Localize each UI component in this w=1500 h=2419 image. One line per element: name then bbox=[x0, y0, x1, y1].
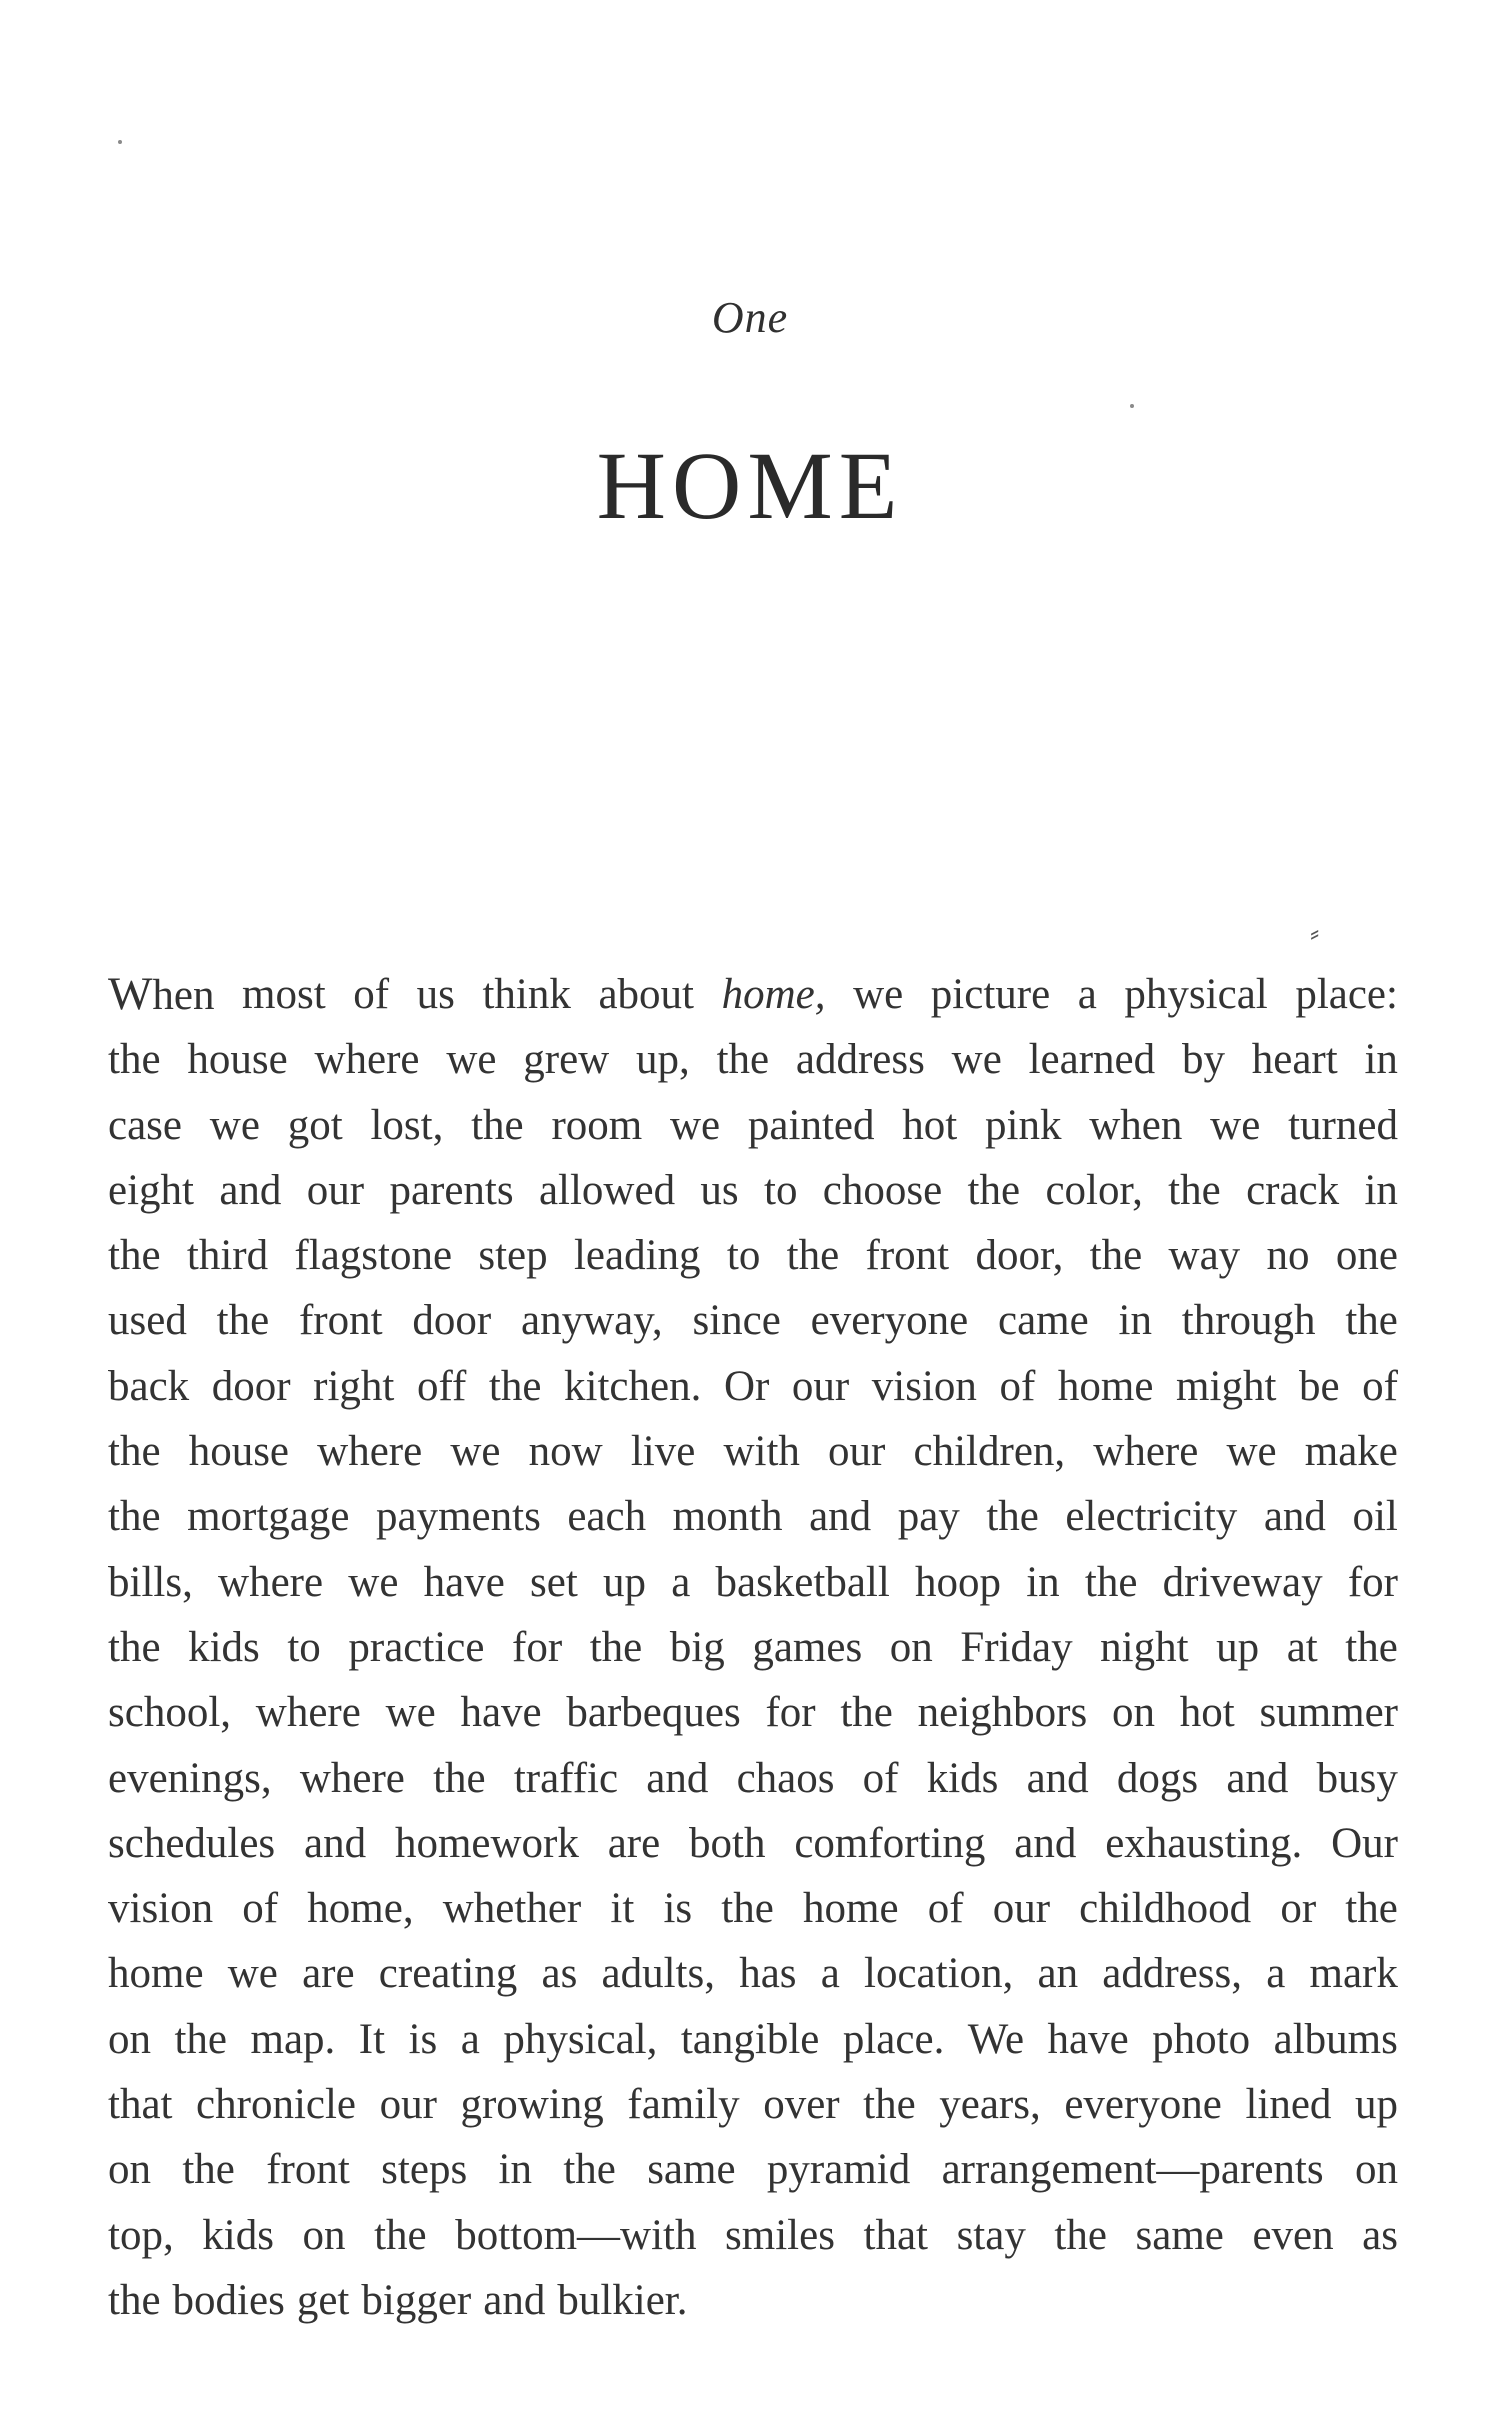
word: where bbox=[218, 1558, 324, 1606]
word: up bbox=[602, 1558, 646, 1606]
word: same bbox=[1135, 2211, 1224, 2259]
word: summer bbox=[1259, 1689, 1398, 1737]
text-line bbox=[108, 1354, 1398, 1419]
word: allowed bbox=[538, 1166, 676, 1214]
word: home, bbox=[307, 1885, 414, 1933]
word: think bbox=[482, 971, 571, 1018]
word: we bbox=[1210, 1101, 1261, 1149]
word: right bbox=[313, 1362, 395, 1410]
word: the bbox=[174, 2015, 228, 2063]
word: in bbox=[498, 2146, 532, 2194]
word: the bbox=[108, 2276, 161, 2324]
word: and bbox=[219, 1166, 282, 1214]
word: have bbox=[423, 1558, 505, 1606]
word: up bbox=[1216, 1623, 1260, 1671]
word: physical, bbox=[503, 2015, 658, 2063]
word: at bbox=[1286, 1623, 1318, 1671]
word: as bbox=[1362, 2211, 1398, 2259]
word: vision bbox=[108, 1885, 214, 1933]
word: up bbox=[1355, 2081, 1398, 2129]
word: third bbox=[186, 1232, 269, 1280]
word: up, bbox=[636, 1036, 690, 1084]
word: where bbox=[1093, 1428, 1199, 1476]
word: children, bbox=[913, 1428, 1066, 1476]
word: physical bbox=[1124, 971, 1268, 1018]
word: dogs bbox=[1116, 1754, 1199, 1802]
word: of bbox=[999, 1362, 1036, 1410]
word: back bbox=[108, 1362, 190, 1410]
word: on bbox=[1354, 2146, 1398, 2194]
word: case bbox=[108, 1101, 182, 1149]
word: to bbox=[726, 1232, 761, 1280]
text-line bbox=[108, 1093, 1398, 1158]
word: on bbox=[1111, 1689, 1155, 1737]
word: where bbox=[255, 1689, 361, 1737]
word: on bbox=[108, 2015, 151, 2063]
text-line bbox=[108, 1550, 1398, 1615]
word: the bbox=[1089, 1232, 1143, 1280]
word: of bbox=[927, 1885, 964, 1933]
word: flagstone bbox=[294, 1232, 453, 1280]
word: home bbox=[108, 1950, 204, 1998]
text-line bbox=[108, 1746, 1398, 1811]
word: choose bbox=[822, 1166, 943, 1214]
word: now bbox=[528, 1428, 603, 1476]
word: a bbox=[460, 2015, 480, 2063]
word: the bbox=[488, 1362, 542, 1410]
text-line bbox=[108, 2007, 1398, 2072]
word: Or bbox=[723, 1362, 770, 1410]
word: grew bbox=[523, 1036, 610, 1084]
word: step bbox=[478, 1232, 548, 1280]
word: door, bbox=[975, 1232, 1064, 1280]
word: and bbox=[1226, 1754, 1289, 1802]
word: smiles bbox=[725, 2211, 835, 2259]
word: location, bbox=[864, 1950, 1014, 1998]
word: color, bbox=[1045, 1166, 1143, 1214]
text-line bbox=[108, 962, 1398, 1027]
word: and bbox=[1014, 1819, 1077, 1867]
word: barbeques bbox=[566, 1689, 741, 1737]
word: crack bbox=[1246, 1166, 1340, 1214]
word: bottom—with bbox=[455, 2211, 697, 2259]
word: picture bbox=[930, 971, 1051, 1018]
word: in bbox=[1026, 1558, 1060, 1606]
word: hot bbox=[1179, 1689, 1235, 1737]
word: to bbox=[764, 1166, 798, 1214]
word: of bbox=[1362, 1362, 1398, 1410]
word: We bbox=[967, 2015, 1025, 2063]
word: one bbox=[1335, 1232, 1398, 1280]
word: the bbox=[471, 1101, 524, 1149]
word: house bbox=[188, 1428, 290, 1476]
word: bigger bbox=[361, 2276, 472, 2324]
word: basketball bbox=[715, 1558, 890, 1606]
word: oil bbox=[1352, 1493, 1398, 1541]
word: the bbox=[182, 2146, 235, 2194]
word: years, bbox=[939, 2081, 1041, 2129]
text-line bbox=[108, 2268, 1398, 2333]
text-line bbox=[108, 2072, 1398, 2137]
word: school, bbox=[108, 1689, 232, 1737]
word: no bbox=[1266, 1232, 1310, 1280]
word: anyway, bbox=[520, 1297, 663, 1345]
word: the bbox=[1345, 1623, 1398, 1671]
word: came bbox=[998, 1297, 1089, 1345]
word: and bbox=[483, 2276, 546, 2324]
word: each bbox=[567, 1493, 647, 1541]
word: of bbox=[862, 1754, 899, 1802]
word: and bbox=[1026, 1754, 1089, 1802]
word: evenings, bbox=[108, 1754, 272, 1802]
word: big bbox=[669, 1623, 725, 1671]
word: our bbox=[992, 1885, 1051, 1933]
word: top, bbox=[108, 2211, 174, 2259]
word: everyone bbox=[1064, 2081, 1222, 2129]
word: by bbox=[1181, 1036, 1225, 1084]
word: the bbox=[1168, 1166, 1221, 1214]
word: a bbox=[1266, 1950, 1286, 1998]
scan-speck bbox=[1130, 404, 1134, 408]
word: in bbox=[1364, 1036, 1398, 1084]
word: got bbox=[287, 1101, 343, 1149]
word: where bbox=[314, 1036, 420, 1084]
word: about bbox=[598, 971, 695, 1018]
word: of bbox=[353, 971, 390, 1018]
word: might bbox=[1176, 1362, 1277, 1410]
word: used bbox=[108, 1297, 187, 1345]
word: bodies bbox=[172, 2276, 285, 2324]
word: door bbox=[412, 1297, 492, 1345]
word: stay bbox=[956, 2211, 1026, 2259]
word: us bbox=[416, 971, 455, 1018]
word: and bbox=[809, 1493, 872, 1541]
word: growing bbox=[460, 2081, 604, 2129]
word: and bbox=[646, 1754, 709, 1802]
word: schedules bbox=[108, 1819, 276, 1867]
word: tangible bbox=[680, 2015, 820, 2063]
word: make bbox=[1304, 1428, 1398, 1476]
word: payments bbox=[376, 1493, 541, 1541]
word: our bbox=[828, 1428, 886, 1476]
word: heart bbox=[1251, 1036, 1338, 1084]
word: in bbox=[1364, 1166, 1398, 1214]
word: have bbox=[460, 1689, 542, 1737]
text-line bbox=[108, 1288, 1398, 1353]
text-line bbox=[108, 1876, 1398, 1941]
word: we bbox=[385, 1689, 436, 1737]
word: same bbox=[647, 2146, 736, 2194]
word: live bbox=[630, 1428, 696, 1476]
word: that bbox=[108, 2081, 173, 2129]
word: hoop bbox=[915, 1558, 1002, 1606]
word: night bbox=[1100, 1623, 1189, 1671]
word: neighbors bbox=[917, 1689, 1088, 1737]
word: place. bbox=[842, 2015, 945, 2063]
word: we bbox=[853, 971, 904, 1018]
word: bills, bbox=[108, 1558, 193, 1606]
word: on bbox=[302, 2211, 346, 2259]
word: the bbox=[1345, 1297, 1398, 1345]
word: the bbox=[216, 1297, 270, 1345]
word: off bbox=[416, 1362, 467, 1410]
word: most bbox=[242, 971, 326, 1018]
word: exhausting. bbox=[1105, 1819, 1303, 1867]
word: address bbox=[795, 1036, 925, 1084]
word: the bbox=[1054, 2211, 1107, 2259]
word: It bbox=[358, 2015, 386, 2063]
word: place: bbox=[1295, 971, 1398, 1018]
word: adults, bbox=[601, 1950, 715, 1998]
word: be bbox=[1298, 1362, 1340, 1410]
word: front bbox=[298, 1297, 383, 1345]
word: when bbox=[1089, 1101, 1183, 1149]
word: pay bbox=[897, 1493, 960, 1541]
word: the bbox=[967, 1166, 1021, 1214]
text-line bbox=[108, 2137, 1398, 2202]
word: month bbox=[672, 1493, 783, 1541]
word: the bbox=[786, 1232, 840, 1280]
word: painted bbox=[747, 1101, 875, 1149]
word: electricity bbox=[1065, 1493, 1238, 1541]
word: arrangement—parents bbox=[941, 2146, 1324, 2194]
word: lined bbox=[1245, 2081, 1332, 2129]
word: even bbox=[1252, 2211, 1334, 2259]
word: pyramid bbox=[766, 2146, 911, 2194]
word: the bbox=[716, 1036, 770, 1084]
text-line bbox=[108, 1615, 1398, 1680]
text-line bbox=[108, 1484, 1398, 1549]
word: kids bbox=[202, 2211, 274, 2259]
word: set bbox=[530, 1558, 578, 1606]
word: are bbox=[607, 1819, 661, 1867]
word: lost, bbox=[370, 1101, 444, 1149]
word: are bbox=[302, 1950, 355, 1998]
word: map. bbox=[250, 2015, 336, 2063]
word: comforting bbox=[794, 1819, 986, 1867]
word: for bbox=[1347, 1558, 1398, 1606]
scan-speck bbox=[118, 140, 122, 144]
text-line bbox=[108, 1680, 1398, 1745]
word: turned bbox=[1288, 1101, 1398, 1149]
word: our bbox=[306, 1166, 365, 1214]
text-line bbox=[108, 1811, 1398, 1876]
word: it bbox=[610, 1885, 635, 1933]
word: kitchen. bbox=[564, 1362, 702, 1410]
chapter-title: HOME bbox=[596, 432, 904, 539]
word: kids bbox=[188, 1623, 260, 1671]
word: the bbox=[1345, 1885, 1398, 1933]
text-line bbox=[108, 1027, 1398, 1092]
word: hot bbox=[902, 1101, 958, 1149]
text-line bbox=[108, 1941, 1398, 2006]
word: front bbox=[865, 1232, 950, 1280]
word: leading bbox=[573, 1232, 701, 1280]
word: learned bbox=[1028, 1036, 1156, 1084]
text-line bbox=[108, 1223, 1398, 1288]
word: we bbox=[209, 1101, 260, 1149]
word: childhood bbox=[1079, 1885, 1252, 1933]
word: is bbox=[408, 2015, 438, 2063]
word: steps bbox=[381, 2146, 468, 2194]
word: as bbox=[541, 1950, 578, 1998]
word: through bbox=[1181, 1297, 1316, 1345]
word: we bbox=[951, 1036, 1002, 1084]
word: the bbox=[108, 1232, 161, 1280]
word: pink bbox=[985, 1101, 1062, 1149]
word: house bbox=[187, 1036, 288, 1084]
word: the bbox=[840, 1689, 893, 1737]
word: the bbox=[433, 1754, 486, 1802]
word: everyone bbox=[810, 1297, 969, 1345]
word: our bbox=[791, 1362, 850, 1410]
word: is bbox=[663, 1885, 693, 1933]
word: on bbox=[889, 1623, 933, 1671]
word: we bbox=[348, 1558, 399, 1606]
word: chaos bbox=[736, 1754, 835, 1802]
word: we bbox=[670, 1101, 721, 1149]
word: When bbox=[108, 968, 215, 1020]
word: photo bbox=[1152, 2015, 1251, 2063]
word: Friday bbox=[960, 1623, 1073, 1671]
word: have bbox=[1047, 2015, 1129, 2063]
word: we bbox=[450, 1428, 501, 1476]
word: front bbox=[266, 2146, 350, 2194]
word: home bbox=[803, 1885, 899, 1933]
word: creating bbox=[378, 1950, 518, 1998]
word: the bbox=[986, 1493, 1039, 1541]
scan-mark-icon: ⸗ bbox=[1310, 918, 1320, 949]
word: busy bbox=[1316, 1754, 1398, 1802]
word: kids bbox=[926, 1754, 999, 1802]
word: both bbox=[689, 1819, 766, 1867]
word: a bbox=[671, 1558, 691, 1606]
word: whether bbox=[442, 1885, 582, 1933]
word: of bbox=[242, 1885, 279, 1933]
word: the bbox=[589, 1623, 643, 1671]
word: that bbox=[863, 2211, 928, 2259]
body-paragraph bbox=[108, 962, 1398, 2333]
word: the bbox=[108, 1428, 161, 1476]
chapter-number: One bbox=[711, 293, 789, 342]
word: the bbox=[1084, 1558, 1138, 1606]
word: mark bbox=[1309, 1950, 1398, 1998]
word: the bbox=[108, 1623, 161, 1671]
word: practice bbox=[348, 1623, 485, 1671]
word: us bbox=[700, 1166, 739, 1214]
text-line bbox=[108, 1419, 1398, 1484]
word: address, bbox=[1102, 1950, 1242, 1998]
word: driveway bbox=[1162, 1558, 1323, 1606]
word: we bbox=[446, 1036, 497, 1084]
word: home bbox=[1057, 1362, 1154, 1410]
word: in bbox=[1118, 1297, 1152, 1345]
word: has bbox=[739, 1950, 797, 1998]
word: traffic bbox=[513, 1754, 619, 1802]
word: games bbox=[752, 1623, 863, 1671]
word: way bbox=[1168, 1232, 1241, 1280]
word: for bbox=[512, 1623, 563, 1671]
word: on bbox=[108, 2146, 151, 2194]
word: albums bbox=[1273, 2015, 1398, 2063]
word: the bbox=[863, 2081, 916, 2129]
word: door bbox=[211, 1362, 291, 1410]
word: we bbox=[1226, 1428, 1277, 1476]
word: the bbox=[108, 1036, 161, 1084]
word: where bbox=[299, 1754, 405, 1802]
word: bulkier. bbox=[557, 2276, 688, 2324]
word: vision bbox=[871, 1362, 977, 1410]
word: the bbox=[563, 2146, 616, 2194]
word: we bbox=[227, 1950, 278, 1998]
word: homework bbox=[394, 1819, 579, 1867]
word: chronicle bbox=[196, 2081, 357, 2129]
text-line bbox=[108, 2203, 1398, 2268]
word: mortgage bbox=[187, 1493, 350, 1541]
word: Our bbox=[1331, 1819, 1398, 1867]
word: and bbox=[1263, 1493, 1326, 1541]
word: the bbox=[374, 2211, 427, 2259]
word: room bbox=[551, 1101, 643, 1149]
word: a bbox=[820, 1950, 840, 1998]
word: our bbox=[379, 2081, 437, 2129]
word: or bbox=[1280, 1885, 1317, 1933]
word: since bbox=[692, 1297, 781, 1345]
word: over bbox=[763, 2081, 840, 2129]
word: parents bbox=[389, 1166, 514, 1214]
word: where bbox=[317, 1428, 423, 1476]
word: get bbox=[296, 2276, 350, 2324]
word: to bbox=[287, 1623, 321, 1671]
word: the bbox=[721, 1885, 774, 1933]
word: with bbox=[723, 1428, 800, 1476]
word: and bbox=[304, 1819, 367, 1867]
word: family bbox=[627, 2081, 740, 2129]
word: an bbox=[1037, 1950, 1079, 1998]
word: the bbox=[108, 1493, 161, 1541]
word: for bbox=[765, 1689, 816, 1737]
word: a bbox=[1077, 971, 1097, 1018]
text-line bbox=[108, 1158, 1398, 1223]
word: home, bbox=[721, 971, 826, 1018]
word: eight bbox=[108, 1166, 194, 1214]
